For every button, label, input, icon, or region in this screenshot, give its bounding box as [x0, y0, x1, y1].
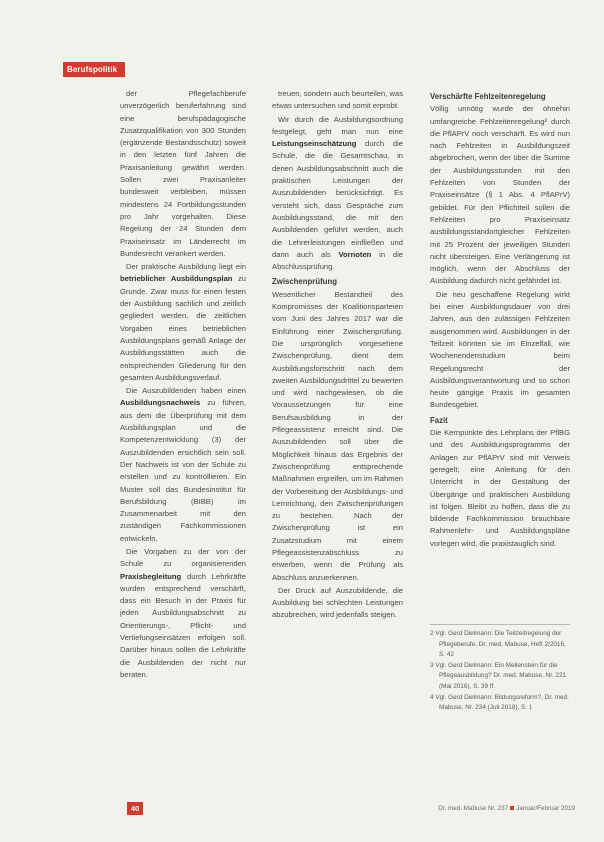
paragraph: Völlig unnötig wurde der ohnehin umfangreiche Fehlzeitenregelung² durch die PflAPrV noch verschärft. Es wird nun nach Fehlzeiten in Ausbildungszeit abgebrochen, wenn der über die Summe der Ausbildungsstunden mit den Fehlzeiten von Stunden der Praxiseinsätze (§ 1 Abs. 4 PflAPrV) gebildet. Für den Pflichtteil sollen die Fehlzeiten pro Praxiseinsatz ausbildungsstandortgleicher Fehlzeiten mit 25 Prozent der jeweiligen Stunden nicht übersteigen. Eine Verlängerung ist möglich, wenn der Abschluss der Ausbildung dadurch nicht gefährdet ist.: [430, 104, 570, 286]
page-number: 40: [127, 802, 143, 815]
bold-term: Ausbildungsnachweis: [120, 398, 201, 408]
footnotes: [430, 624, 570, 714]
paragraph: Wesentlicher Bestandteil des Kompromisses der Koalitionsparteien vom Juni des Jahres 2017 war die Einführung einer Zwischenprüfung. Die ursprünglich vorgesehene Zwischenprüfung, dient dem Ausbildungsfortschritt nach dem zweiten Ausbildungsdrittel zu bewerten und wird nachgewiesen, ob die Voraussetzungen für eine Berufsausbildung in der Pflegeassistenz erreicht sind. Die Auszubildenden soll über die Möglichkeit hinaus das Ergebnis der Zwischenprüfung entsprechende Maßnahmen ergreifen, um im Rahmen der Vorbereitung der Ausbildungs- und Lernrichtung, den Zwischenprüfungen zu bestehen. Nach der Zwischenprüfung ist ein Zusatzstudium mit einem Pflegeassistenzabschluss zu erwerben, wenn die Prüfung als Abschluss anzuerkennen.: [272, 289, 403, 582]
section-tab: Berufspolitik: [63, 62, 125, 77]
bold-term: betrieblicher Ausbildungsplan: [120, 274, 233, 284]
footer-journal: Dr. med. Mabuse Nr. 237: [438, 805, 509, 812]
article-column-3: [430, 88, 570, 551]
paragraph: der Pflegefachberufe unverzögerlich beruferfahrung sind eine berufspädagogische Zusatzqualifikation von 300 Stunden (ergänzende Bestandsschutz) soweit in den letzten fünf Jahren die Praxisanleitung gewährt werden. Sollen zwei Praxisanleiter bundesweit verbleiben, müssen mindestens 24 Fortbildungsstunden pro Jahr vorgehalten. Diese Regelung der 24 Stunden dem Praxiseinsatz im Länderrecht im Bundesrecht verankert werden.: [120, 89, 246, 258]
section-heading-zwischenpruefung: Zwischenprüfung: [272, 277, 337, 287]
footnote-divider: [430, 624, 570, 625]
bold-term: Praxisbegleitung: [120, 571, 182, 581]
paragraph: Wir durch die Ausbildungsordnung festgelegt, geht man nun eine Leistungseinschätzung durch die Schule, die die Gesamtschau, in denen Ausbildungsabschnitt auch die praktischen Leistungen der Auszubildenden berücksichtigt. Es versteht sich, dass Gespräche zum Ausbildungsstand, die mit den Ausbildenden geführt werden, auch die Lehrerleistungen einfließen und dann auch als Vornoten in die Abschlussprüfung.: [272, 114, 404, 272]
paragraph: Die Kernpunkte des Lehrplans der PflBG und des Ausbildungsprogramms der Anlagen zur PflAPrV sind mit Verweis geregelt; eine Anleitung für den Unterricht in der Gestaltung der Übergänge und praktischen Ausbildung ist folgen. Bleibt zu hoffen, dass die zu bildende Fachkommission brauchbare Rahmenlehr- und Ausbildungspläne vorlegen wird, die praxistauglich sind.: [430, 428, 570, 548]
section-heading-fehlzeiten: Verschärfte Fehlzeitenregelung: [430, 92, 546, 101]
bold-term: Vornoten: [338, 249, 372, 259]
page-footer: [400, 805, 575, 812]
bold-term: Leistungseinschätzung: [272, 139, 357, 149]
paragraph: Die Vorgaben zu der von der Schule zu organisierenden Praxisbegleitung durch Lehrkräfte wurden entsprechend verschärft, dass ein Besuch in der Praxis für jeden Ausbildungsabschnitt zu Orientierungs-, Pflicht- und Vertiefungseinsätzen erfolgen soll. Darüber hinaus sollen die Lehrkräfte die Ausbildenden der nicht nur beraten.: [120, 546, 246, 679]
section-heading-fazit: Fazit: [430, 415, 448, 425]
footnote: 3 Vgl. Gerd Dielmann: Ein Meilenstein für die Pflegeausbildung? Dr. med. Mabuse, Nr. 221 (Mai 2016), S. 39 ff.: [430, 661, 567, 690]
paragraph: Der praktische Ausbildung liegt ein betrieblicher Ausbildungsplan zu Grunde. Zwar muss für einen festen der Ausbildung sachlich und zeitlich gegliedert werden, die zeitlichen Vorgaben eines betrieblichen Ausbildungsplans gemäß Anlage der Ausbildungsstätten auch die entsprechenden Gliederung für den gesamten Ausbildungsverlauf.: [120, 262, 246, 382]
footer-date: Januar/Februar 2019: [516, 805, 575, 812]
paragraph: treuen, sondern auch beurteilen, was etwas untersuchen und somit erprobt.: [272, 89, 403, 111]
paragraph: Der Druck auf Auszubildende, die Ausbildung bei schlechten Leistungen abzubrechen, wird jedenfalls steigen.: [272, 585, 403, 620]
article-column-2: [272, 88, 403, 623]
paragraph: Die Auszubildenden haben einen Ausbildungsnachweis zu führen, aus dem die Überprüfung mit dem Ausbildungsplan und die Kompetenzentwicklung (3) der Auszubildenden ersichtlich sein soll. Der Nachweis ist von der Schule zu erstellen und zu kontrollieren. Ein Muster soll das Bundesinstitut für Berufsbildung (BIBB) im Zusammenarbeit mit den zuständigen Fachkommissionen entwickeln.: [120, 386, 246, 543]
footer-square-icon: [510, 806, 514, 810]
footnote: 2 Vgl. Gerd Dielmann: Die Teilzeitregelung der Pflegeberufe, Dr. med. Mabuse, Heft 2/2016, S. 42: [430, 630, 566, 659]
article-column-1: [120, 88, 246, 682]
paragraph: Die neu geschaffene Regelung wirkt bei einer Ausbildungsdauer von drei Jahren, aus den zulässigen Fehlzeiten ausgenommen wird. Ausbildungen in der Teilzeit könnten sie im Einzelfall, wie Wochenendenstudium beim Regelungsrecht der Ausbildungsverantwortung und so schon heute gängige Praxis im gesamten Bundesgebiet.: [430, 289, 570, 410]
footnote: 4 Vgl. Gerd Dielmann: Bildungsreform?, Dr. med. Mabuse, Nr. 234 (Juli 2018), S. 1: [430, 693, 569, 712]
